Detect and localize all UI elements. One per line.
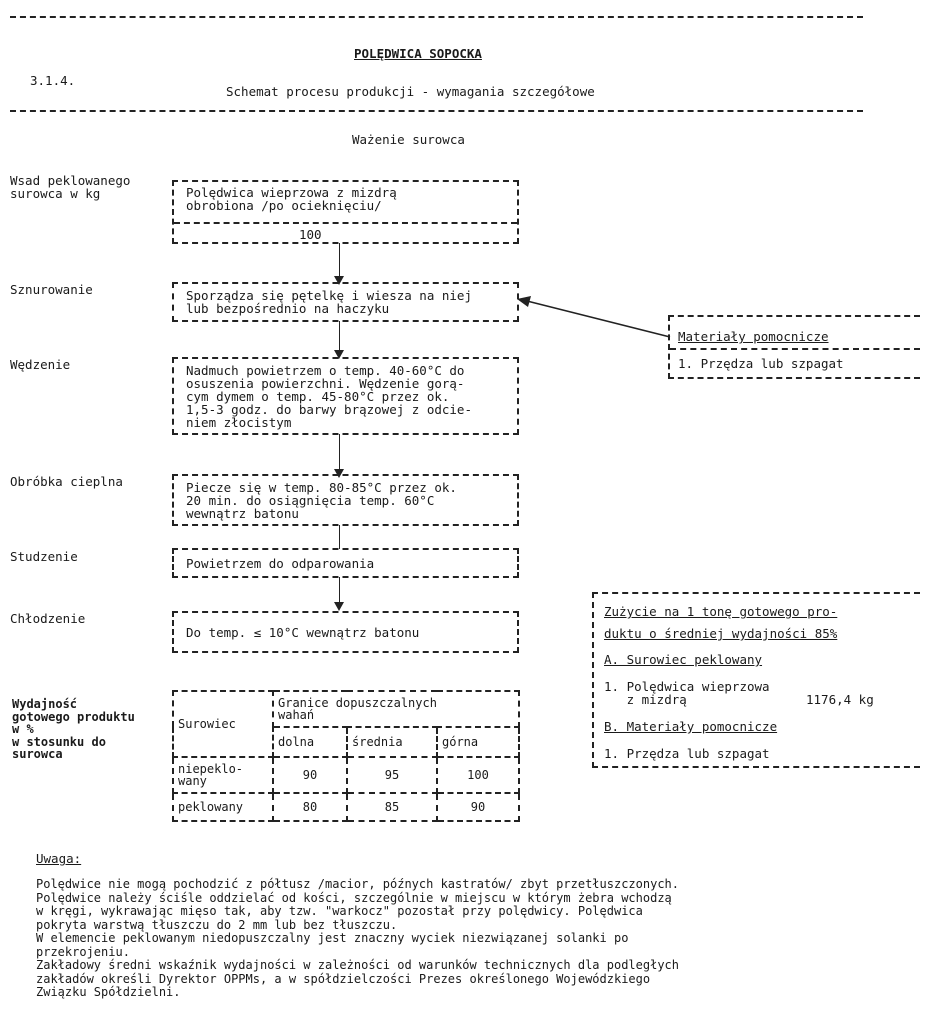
aux-materials-title: Materiały pomocnicze [678, 329, 829, 344]
step-text-heat-treatment: Piecze się w temp. 80-85°C przez ok. 20 min. do osiągnięcia temp. 60°C wewnątrz batonu [186, 480, 457, 521]
table-cell: 85 [347, 793, 437, 821]
notes-text: Polędwice nie mogą pochodzić z półtusz /macior, późnych kastratów/ zbyt przetłuszczonych. Polędwice należy ściśle oddzielać od kości, szczególnie w miejscu w którym żebra wchodzą w kręgi, wykrawając mięso tak, aby tzw. "warkocz" pozostał przy polędwicy. Polędwica pokryta warstwą tłuszczu do 2 mm lub bez tłuszczu. W elemencie peklowanym niedopuszczalny jest znaczny wyciek niezwiązanej solanki po przekrojeniu. Zakładowy średni wskaźnik wydajności w zależności od warunków technicznych dla podległych zakładów określi Dyrektor OPPMs, a w spółdzielczości Prezes określonego Wojewódzkiego Związku Spółdzielni. [36, 877, 679, 999]
table-header-surowiec: Surowiec [173, 691, 273, 757]
box-divider [174, 222, 517, 224]
aux-materials-box [668, 315, 920, 379]
step-label-cooling-air: Studzenie [10, 549, 78, 564]
connector-line [339, 243, 340, 277]
input-weight-value: 100 [299, 227, 322, 242]
table-cell: 80 [273, 793, 347, 821]
connector-line [339, 434, 340, 472]
table-row [173, 793, 519, 821]
table-cell: 95 [347, 757, 437, 793]
usage-b-item: 1. Przędza lub szpagat [604, 746, 770, 761]
step-label-lacing: Sznurowanie [10, 282, 93, 297]
aux-arrow [515, 292, 675, 342]
step-text-chilling: Do temp. ≤ 10°C wewnątrz batonu [186, 625, 420, 640]
step-label-heat-treatment: Obróbka cieplna [10, 474, 123, 489]
aux-materials-item: 1. Przędza lub szpagat [678, 356, 844, 371]
step-label-smoking: Wędzenie [10, 357, 71, 372]
connector-line [339, 321, 340, 353]
weighing-title: Ważenie surowca [352, 132, 465, 147]
usage-title-line1: Zużycie na 1 tonę gotowego pro- [604, 604, 838, 619]
table-cell: 90 [437, 793, 519, 821]
arrow-left-icon [517, 296, 531, 307]
step-box-cooling-air [172, 548, 519, 578]
table-subheader: dolna [273, 727, 347, 757]
table-subheader: górna [437, 727, 519, 757]
usage-section-a-label: A. Surowiec peklowany [604, 652, 763, 667]
table-header-limits: Granice dopuszczalnych wahań [273, 691, 519, 727]
table-cell-name: peklowany [173, 793, 273, 821]
page-subtitle: Schemat procesu produkcji - wymagania szczegółowe [226, 84, 595, 99]
connector-line [339, 525, 340, 549]
step-text-lacing: Sporządza się pętelkę i wiesza na niej lub bezpośrednio na haczyku [186, 288, 472, 316]
step-box-input [172, 180, 519, 244]
usage-box [592, 592, 920, 768]
table-cell: 90 [273, 757, 347, 793]
step-box-lacing [172, 282, 519, 322]
step-box-heat-treatment [172, 474, 519, 526]
step-label-input: Wsad peklowanego surowca w kg [10, 173, 131, 201]
step-label-chilling: Chłodzenie [10, 611, 86, 626]
page-title: POLĘDWICA SOPOCKA [354, 46, 482, 61]
step-text-smoking: Nadmuch powietrzem o temp. 40-60°C do osuszenia powierzchni. Wędzenie gorą- cym dymem o temp. 45-80°C przez ok. 1,5-3 godz. do barwy brązowej z odcie- niem złocistym [186, 363, 472, 430]
table-cell: 100 [437, 757, 519, 793]
yield-table [172, 690, 520, 822]
usage-a-item: 1. Polędwica wieprzowa z mizdrą [604, 679, 770, 707]
connector-line [339, 577, 340, 605]
section-number: 3.1.4. [30, 73, 76, 88]
usage-section-a [604, 653, 762, 666]
notes-title: Uwaga: [36, 851, 82, 866]
step-box-smoking [172, 357, 519, 435]
box-divider [670, 348, 920, 350]
header-rule [10, 110, 863, 112]
step-text-input: Polędwica wieprzowa z mizdrą obrobiona /po ocieknięciu/ [186, 185, 397, 213]
usage-a-value: 1176,4 kg [806, 692, 874, 707]
yield-label: Wydajność gotowego produktu w % w stosunku do surowca [12, 697, 135, 761]
step-box-chilling [172, 611, 519, 653]
top-rule [10, 16, 863, 18]
table-subheader: średnia [347, 727, 437, 757]
table-row [173, 757, 519, 793]
step-text-cooling-air: Powietrzem do odparowania [186, 556, 375, 571]
usage-section-b: B. Materiały pomocnicze [604, 719, 778, 734]
usage-title-line2: duktu o średniej wydajności 85% [604, 626, 838, 641]
table-cell-name: niepeklo- wany [173, 757, 273, 793]
arrow-down-icon [334, 602, 344, 611]
